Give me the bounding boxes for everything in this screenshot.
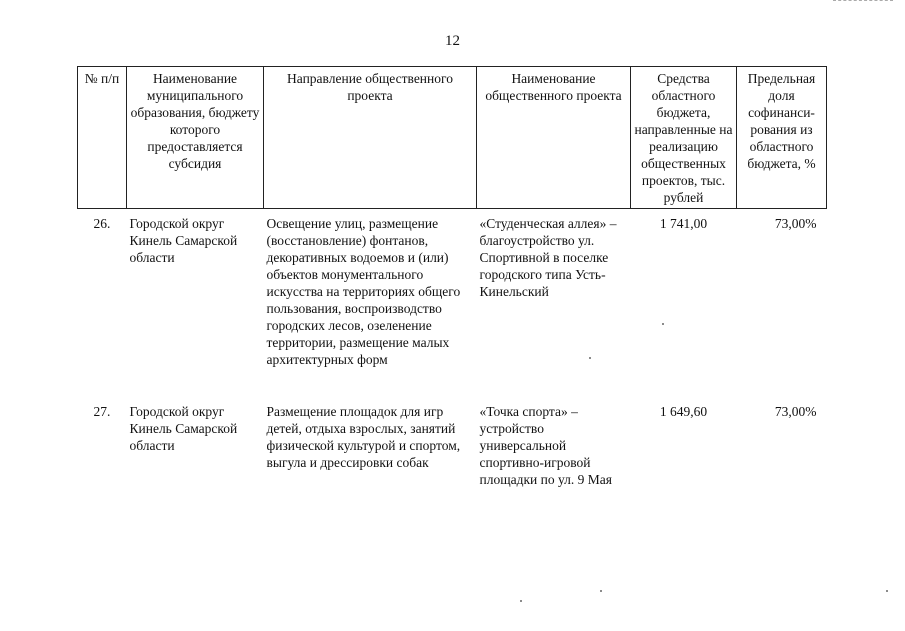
header-funds: Средства областного бюджета, направленные на реализацию общественных проектов, тыс. рублей [631, 67, 737, 209]
scan-speck [886, 590, 888, 592]
project-cell: «Студенческая аллея» – благоустройство ул. Спортивной в поселке городского типа Усть-Кинельский [479, 216, 617, 299]
scan-artifact [833, 0, 893, 3]
header-direction: Направление общественного проекта [264, 67, 477, 209]
table-row [78, 397, 827, 513]
header-municipality: Наименование муниципального образования, бюджету которого предоставляется субсидия [127, 67, 264, 209]
scan-speck [520, 600, 522, 602]
header-num: № п/п [78, 67, 127, 209]
municipality-cell: Городской округ Кинель Самарской области [129, 404, 238, 453]
funds-cell: 1 741,00 [659, 216, 708, 231]
direction-cell: Размещение площадок для игр детей, отдыха взрослых, занятий физической культурой и спортом, выгула и дрессировки собак [266, 404, 461, 470]
row-number: 26. [93, 216, 111, 231]
header-share: Предельная доля софинанси-рования из областного бюджета, % [737, 67, 827, 209]
header-row [78, 67, 827, 209]
table-row [78, 209, 827, 398]
row-number: 27. [93, 404, 111, 419]
subsidy-table [77, 66, 827, 513]
funds-cell: 1 649,60 [659, 404, 708, 419]
header-project: Наименование общественного проекта [477, 67, 631, 209]
project-cell: «Точка спорта» – устройство универсальной спортивно-игровой площадки по ул. 9 Мая [479, 404, 612, 487]
scan-speck [662, 323, 664, 325]
municipality-cell: Городской округ Кинель Самарской области [129, 216, 238, 265]
page-number: 12 [445, 33, 460, 49]
scan-speck [589, 357, 591, 359]
direction-cell: Освещение улиц, размещение (восстановление) фонтанов, декоративных водоемов и (или) объектов монументального искусства на территориях общего пользования, воспроизводство городских лесов, озеленение территории, размещение малых архитектурных форм [266, 216, 461, 367]
scan-speck [600, 590, 602, 592]
share-cell: 73,00% [774, 404, 817, 419]
share-cell: 73,00% [774, 216, 817, 231]
